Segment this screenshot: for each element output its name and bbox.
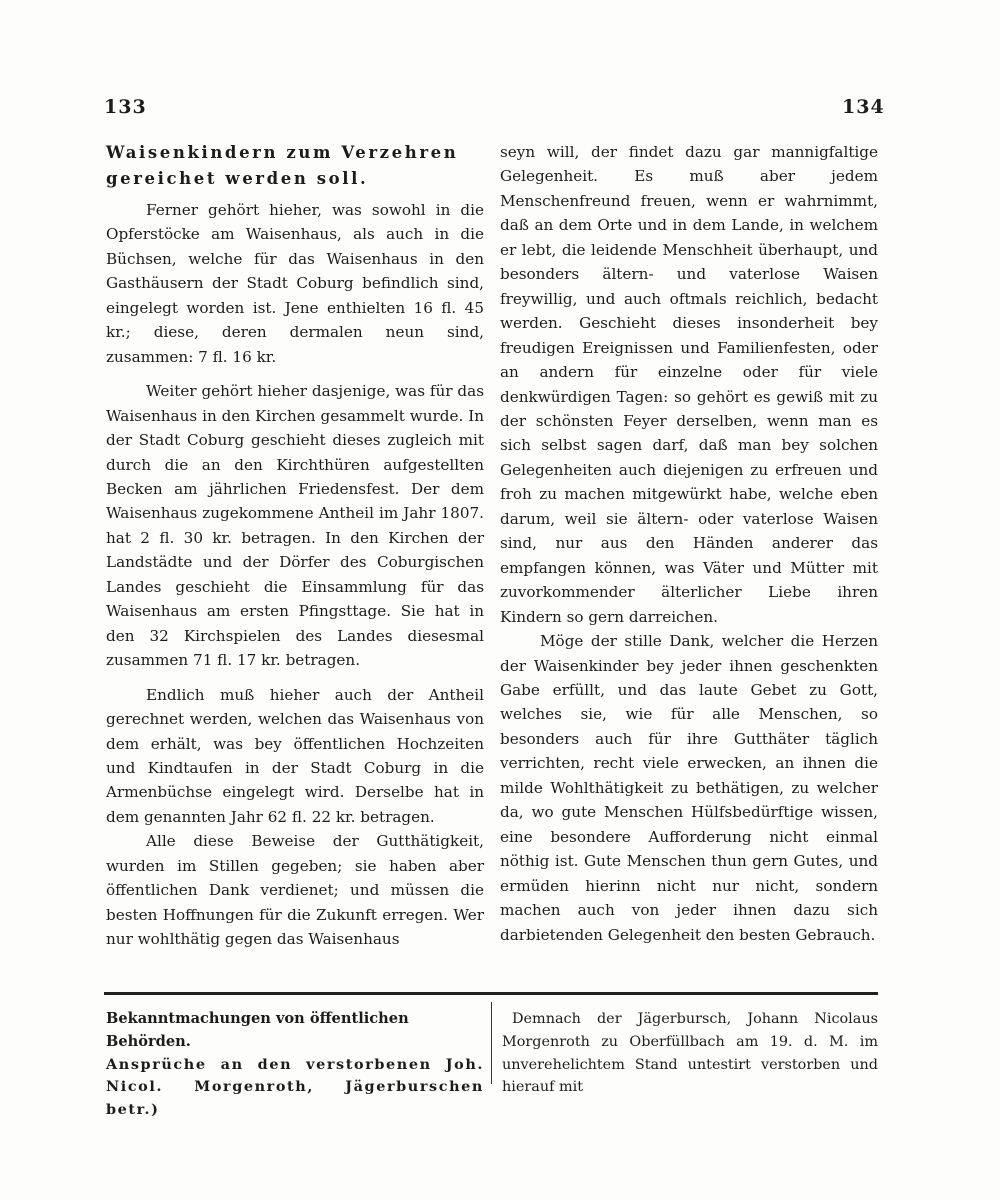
paragraph-stille-dank: Möge der stille Dank, welcher die Herzen der Waisenkinder bey jeder ihnen geschenkten Gabe erfüllt, und das laute Gebet zu Gott, welches sie, wie für alle Menschen, so besonders auch für ihre Gutthäter täglich verrichten, recht viele erwecken, an ihnen die milde Wohlthätigkeit zu bethätigen, zu welcher da, wo gute Menschen Hülfsbedürftige wissen, eine besondere Aufforderung nicht einmal nöthig ist. Gute Menschen thun gern Gutes, und ermüden hierinn nicht nur nicht, sondern machen auch von jeder ihnen dazu sich darbietenden Gelegenheit den besten Gebrauch. [500, 632, 878, 944]
paragraph-gutthaetigkeit: Alle diese Beweise der Gutthätigkeit, wurden im Stillen gegeben; sie haben aber öffentlichen Dank verdienet; und müssen die besten Hoffnungen für die Zukunft erregen. Wer nur wohlthätig gegen das Waisenhaus [106, 832, 484, 949]
notice-body: Demnach der Jägerbursch, Johann Nicolaus Morgenroth zu Oberfüllbach am 19. d. M. im unverehelichtem Stand untestirt verstorben und hierauf mit [502, 1011, 878, 1096]
paragraph-gelegenheit: seyn will, der findet dazu gar mannigfaltige Gelegenheit. Es muß aber jedem Menschenfreund freuen, wenn er wahrnimmt, daß an dem Orte und in dem Lande, in welchem er lebt, die leidende Menschheit überhaupt, und besonders ältern- und vaterlose Waisen freywillig, und auch oftmals reichlich, bedacht werden. Geschieht dieses insonderheit bey freudigen Ereignissen und Familienfesten, oder an andern für einzelne oder für viele denkwürdigen Tagen: so gehört es gewiß mit zu der schönsten Feyer derselben, wenn man es sich selbst sagen darf, daß man bey solchen Gelegenheiten auch diejenigen zu erfreuen und froh zu machen mitgewürkt habe, welche eben darum, weil sie ältern- oder vaterlose Waisen sind, nur aus den Händen anderer das empfangen können, was Väter und Mütter mit zuvorkommender älterlicher Liebe ihren Kindern so gern darreichen. [500, 143, 878, 626]
notice-header [106, 1008, 484, 1122]
column-rule [491, 1002, 492, 1084]
notice-subject: Ansprüche an den verstorbenen Joh. Nicol. Morgenroth, Jägerburschen betr.) [106, 1055, 484, 1119]
page-number-right: 134 [842, 96, 885, 118]
paragraph-armenbuechse: Endlich muß hieher auch der Antheil gerechnet werden, welchen das Waisenhaus von dem erhält, was bey öffentlichen Hochzeiten und Kindtaufen in der Stadt Coburg in die Armenbüchse eingelegt wird. Derselbe hat in dem genannten Jahr 62 fl. 22 kr. betragen. [106, 685, 484, 826]
left-text-column [106, 140, 484, 952]
paragraph-opferstoecke: Ferner gehört hieher, was sowohl in die Opferstöcke am Waisenhaus, als auch in die Büchsen, welche für das Waisenhaus in den Gasthäusern der Stadt Coburg befindlich sind, eingelegt worden ist. Jene enthielten 16 fl. 45 kr.; diese, deren dermalen neun sind, zusammen: 7 fl. 16 kr. [106, 201, 484, 366]
page-number-left: 133 [104, 96, 147, 118]
right-text-column [500, 140, 878, 947]
notice-title: Bekanntmachungen von öffentlichen Behörden. [106, 1010, 409, 1050]
section-divider [104, 992, 878, 995]
section-heading-continued: Waisenkindern zum Verzehren gereichet werden soll. [106, 143, 459, 188]
paragraph-kirchen-sammlung: Weiter gehört hieher dasjenige, was für das Waisenhaus in den Kirchen gesammelt wurde. In der Stadt Coburg geschieht dieses zugleich mit durch die an den Kirchthüren aufgestellten Becken am jährlichen Friedensfest. Der dem Waisenhaus zugekommene Antheil im Jahr 1807. hat 2 fl. 30 kr. betragen. In den Kirchen der Landstädte und der Dörfer des Coburgischen Landes geschieht die Einsammlung für das Waisenhaus am ersten Pfingsttage. Sie hat in den 32 Kirchspielen des Landes diesesmal zusammen 71 fl. 17 kr. betragen. [106, 382, 484, 670]
